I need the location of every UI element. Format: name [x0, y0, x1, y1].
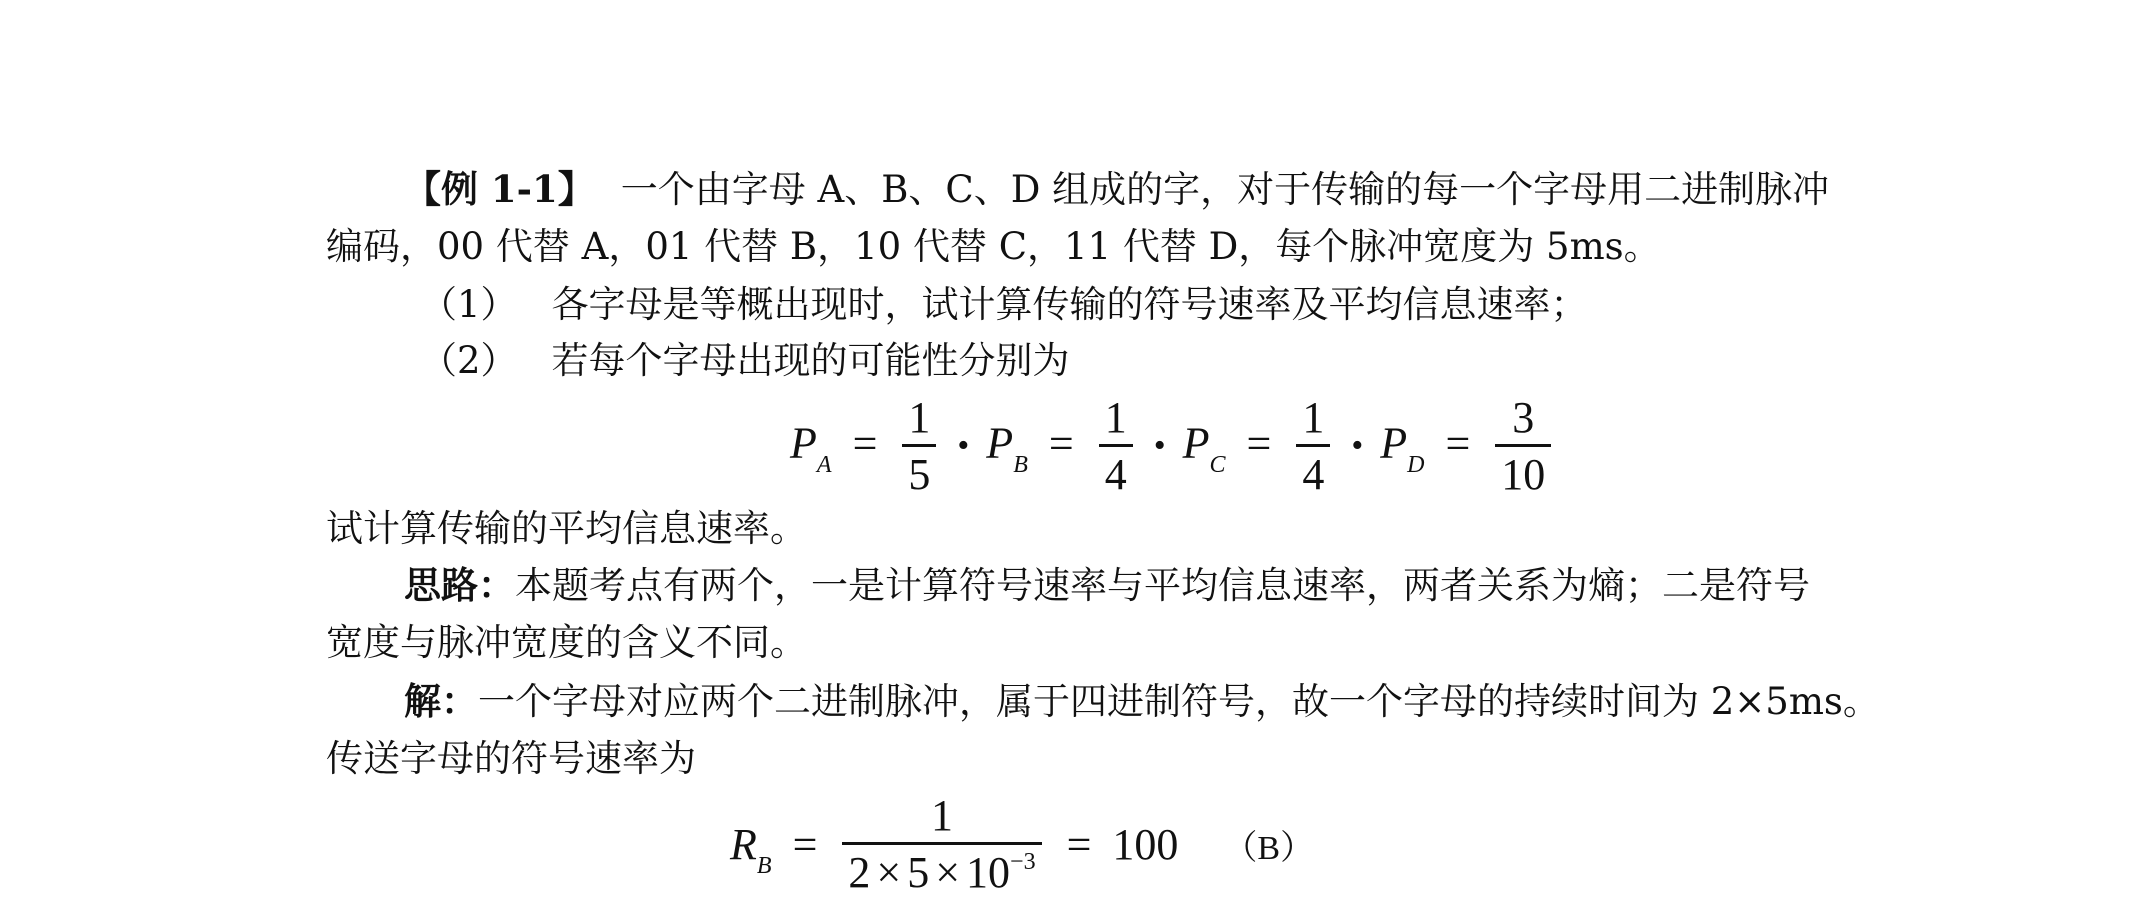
probability-formula	[790, 392, 1555, 503]
pd-fraction	[1495, 392, 1551, 503]
question-2-number: （2）	[420, 339, 518, 382]
times-sign: ×	[876, 848, 902, 897]
pd-subscript: D	[1407, 451, 1425, 478]
rate-result: 100	[1112, 820, 1179, 870]
solution-label: 解：	[404, 679, 478, 723]
pb-subscript: B	[1013, 451, 1028, 478]
equals-sign: =	[1066, 820, 1092, 870]
rate-fraction	[842, 790, 1041, 908]
pc-numerator: 1	[1302, 393, 1325, 442]
thinking-line-2	[326, 619, 807, 667]
thinking-label: 思路：	[404, 563, 515, 607]
pc-subscript: C	[1209, 451, 1226, 478]
solution-text-1: 一个字母对应两个二进制脉冲，属于四进制符号，故一个字母的持续时间为 2×5ms。	[478, 680, 1880, 723]
separator-dot: •	[957, 426, 970, 464]
pb-numerator: 1	[1104, 393, 1127, 442]
question-1	[420, 281, 1588, 329]
equals-sign: =	[1246, 418, 1272, 468]
pa-symbol: P	[790, 418, 817, 468]
after-formula-text: 试计算传输的平均信息速率。	[326, 507, 807, 550]
pd-denominator: 10	[1495, 444, 1551, 503]
den-factor-a: 2	[848, 848, 871, 897]
pa-numerator: 1	[908, 393, 931, 442]
question-2	[420, 337, 1070, 385]
pd-symbol: P	[1380, 418, 1408, 468]
separator-dot: •	[1351, 426, 1364, 464]
r-symbol: R	[730, 820, 757, 870]
question-2-text: 若每个字母出现的可能性分别为	[551, 339, 1070, 382]
symbol-rate-formula	[730, 790, 1314, 908]
rate-denominator	[842, 842, 1041, 908]
pd-numerator: 3	[1512, 393, 1535, 442]
equals-sign: =	[852, 418, 878, 468]
separator-dot: •	[1153, 426, 1166, 464]
den-factor-c: 10	[966, 848, 1011, 897]
example-label: 【例 1-1】	[404, 167, 595, 211]
pb-denominator: 4	[1099, 444, 1133, 503]
den-factor-b: 5	[907, 848, 930, 897]
pa-fraction	[902, 392, 936, 503]
den-exponent: −3	[1010, 849, 1036, 875]
after-formula-line	[326, 505, 807, 553]
equals-sign: =	[792, 820, 818, 870]
thinking-line-1	[404, 561, 1810, 610]
rate-numerator: 1	[930, 791, 953, 840]
times-sign: ×	[935, 848, 961, 897]
equals-sign: =	[1048, 418, 1074, 468]
pa-subscript: A	[816, 451, 832, 478]
example-line-2	[326, 223, 1661, 271]
example-text-1: 一个由字母 A、B、C、D 组成的字，对于传输的每一个字母用二进制脉冲	[620, 168, 1830, 211]
question-1-text: 各字母是等概出现时，试计算传输的符号速率及平均信息速率；	[551, 283, 1588, 326]
rate-unit: （B）	[1223, 830, 1315, 868]
pa-denominator: 5	[902, 444, 936, 503]
thinking-text-1: 本题考点有两个，一是计算符号速率与平均信息速率，两者关系为熵；二是符号	[515, 564, 1810, 607]
pc-denominator: 4	[1296, 444, 1330, 503]
solution-line-1	[404, 677, 1880, 726]
thinking-text-2: 宽度与脉冲宽度的含义不同。	[326, 621, 807, 664]
r-subscript: B	[756, 853, 772, 880]
pc-fraction	[1296, 392, 1330, 503]
example-text-2: 编码，00 代替 A，01 代替 B，10 代替 C，11 代替 D，每个脉冲宽度为 5ms。	[326, 225, 1661, 268]
solution-line-2	[326, 735, 696, 783]
pb-fraction	[1099, 392, 1133, 503]
question-1-number: （1）	[420, 283, 518, 326]
solution-text-2: 传送字母的符号速率为	[326, 737, 696, 780]
pb-symbol: P	[986, 418, 1014, 468]
pc-symbol: P	[1182, 418, 1210, 468]
equals-sign: =	[1445, 418, 1471, 468]
example-line-1	[404, 165, 1829, 214]
